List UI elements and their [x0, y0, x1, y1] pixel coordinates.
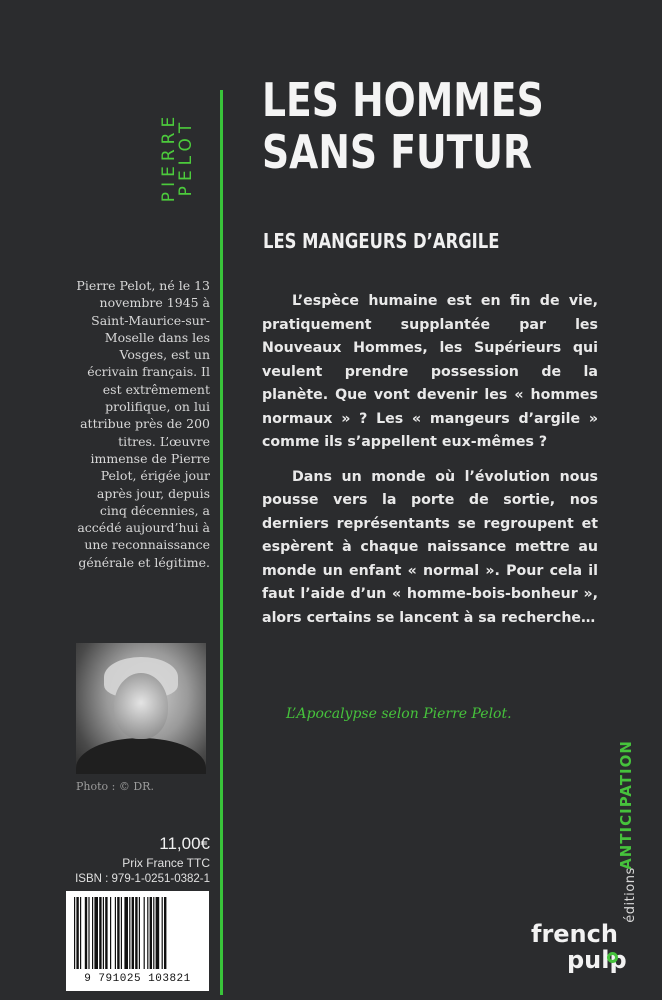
green-divider — [220, 90, 223, 995]
publisher-logo-french: french — [531, 920, 618, 948]
barcode-bars — [74, 897, 201, 973]
book-title — [262, 74, 582, 178]
photo-shoulders — [76, 738, 206, 774]
barcode — [66, 891, 209, 991]
price-note: Prix France TTC — [122, 856, 210, 870]
author-bio: Pierre Pelot, né le 13 novembre 1945 à Saint-Maurice-sur-Moselle dans les Vosges, est un écrivain français. Il est extrêmement prolifique, on lui attribue près de 200 titres. L’œuvre immense de Pierre Pelot, érigée jour après jour, depuis cinq décennies, a accédé aujourd’hui à une reconnaissance générale et légitime. — [76, 278, 210, 570]
photo-face — [114, 673, 168, 739]
tagline: L’Apocalypse selon Pierre Pelot. — [286, 706, 512, 722]
isbn: ISBN : 979-1-0251-0382-1 — [75, 873, 210, 885]
publisher-logo-dot-icon — [607, 952, 618, 963]
book-subtitle: LES MANGEURS D’ARGILE — [263, 229, 500, 253]
publisher-editions: éditions — [623, 867, 638, 923]
blurb-paragraph-1: L’espèce humaine est en fin de vie, pratiquement supplantée par les Nouveaux Hommes, les Supérieurs qui veulent prendre possession de la planète. Que vont devenir les « hommes normaux » ? Les « mangeurs d’argile » comme ils s’appellent eux-mêmes ? — [262, 293, 598, 450]
publisher-logo-pulp: pulp — [567, 946, 627, 974]
collection-label: ANTICIPATION — [617, 740, 635, 870]
title-line-2: SANS FUTUR — [262, 125, 533, 179]
blurb-paragraph-2: Dans un monde où l’évolution nous pousse vers la porte de sortie, nos derniers représentants se regroupent et espèrent à chaque naissance mettre au monde un enfant « normal ». Pour cela il faut l’aide d’un « homme-bois-bonheur », alors certains se lancent à sa recherche… — [262, 468, 598, 626]
price: 11,00€ — [159, 834, 210, 853]
photo-credit: Photo : © DR. — [76, 780, 154, 793]
author-photo — [76, 643, 206, 774]
title-line-1: LES HOMMES — [262, 73, 544, 127]
blurb — [262, 290, 598, 641]
author-name-vertical: PIERRE PELOT — [159, 111, 196, 203]
barcode-digits: 9 791025 103821 — [84, 973, 191, 985]
